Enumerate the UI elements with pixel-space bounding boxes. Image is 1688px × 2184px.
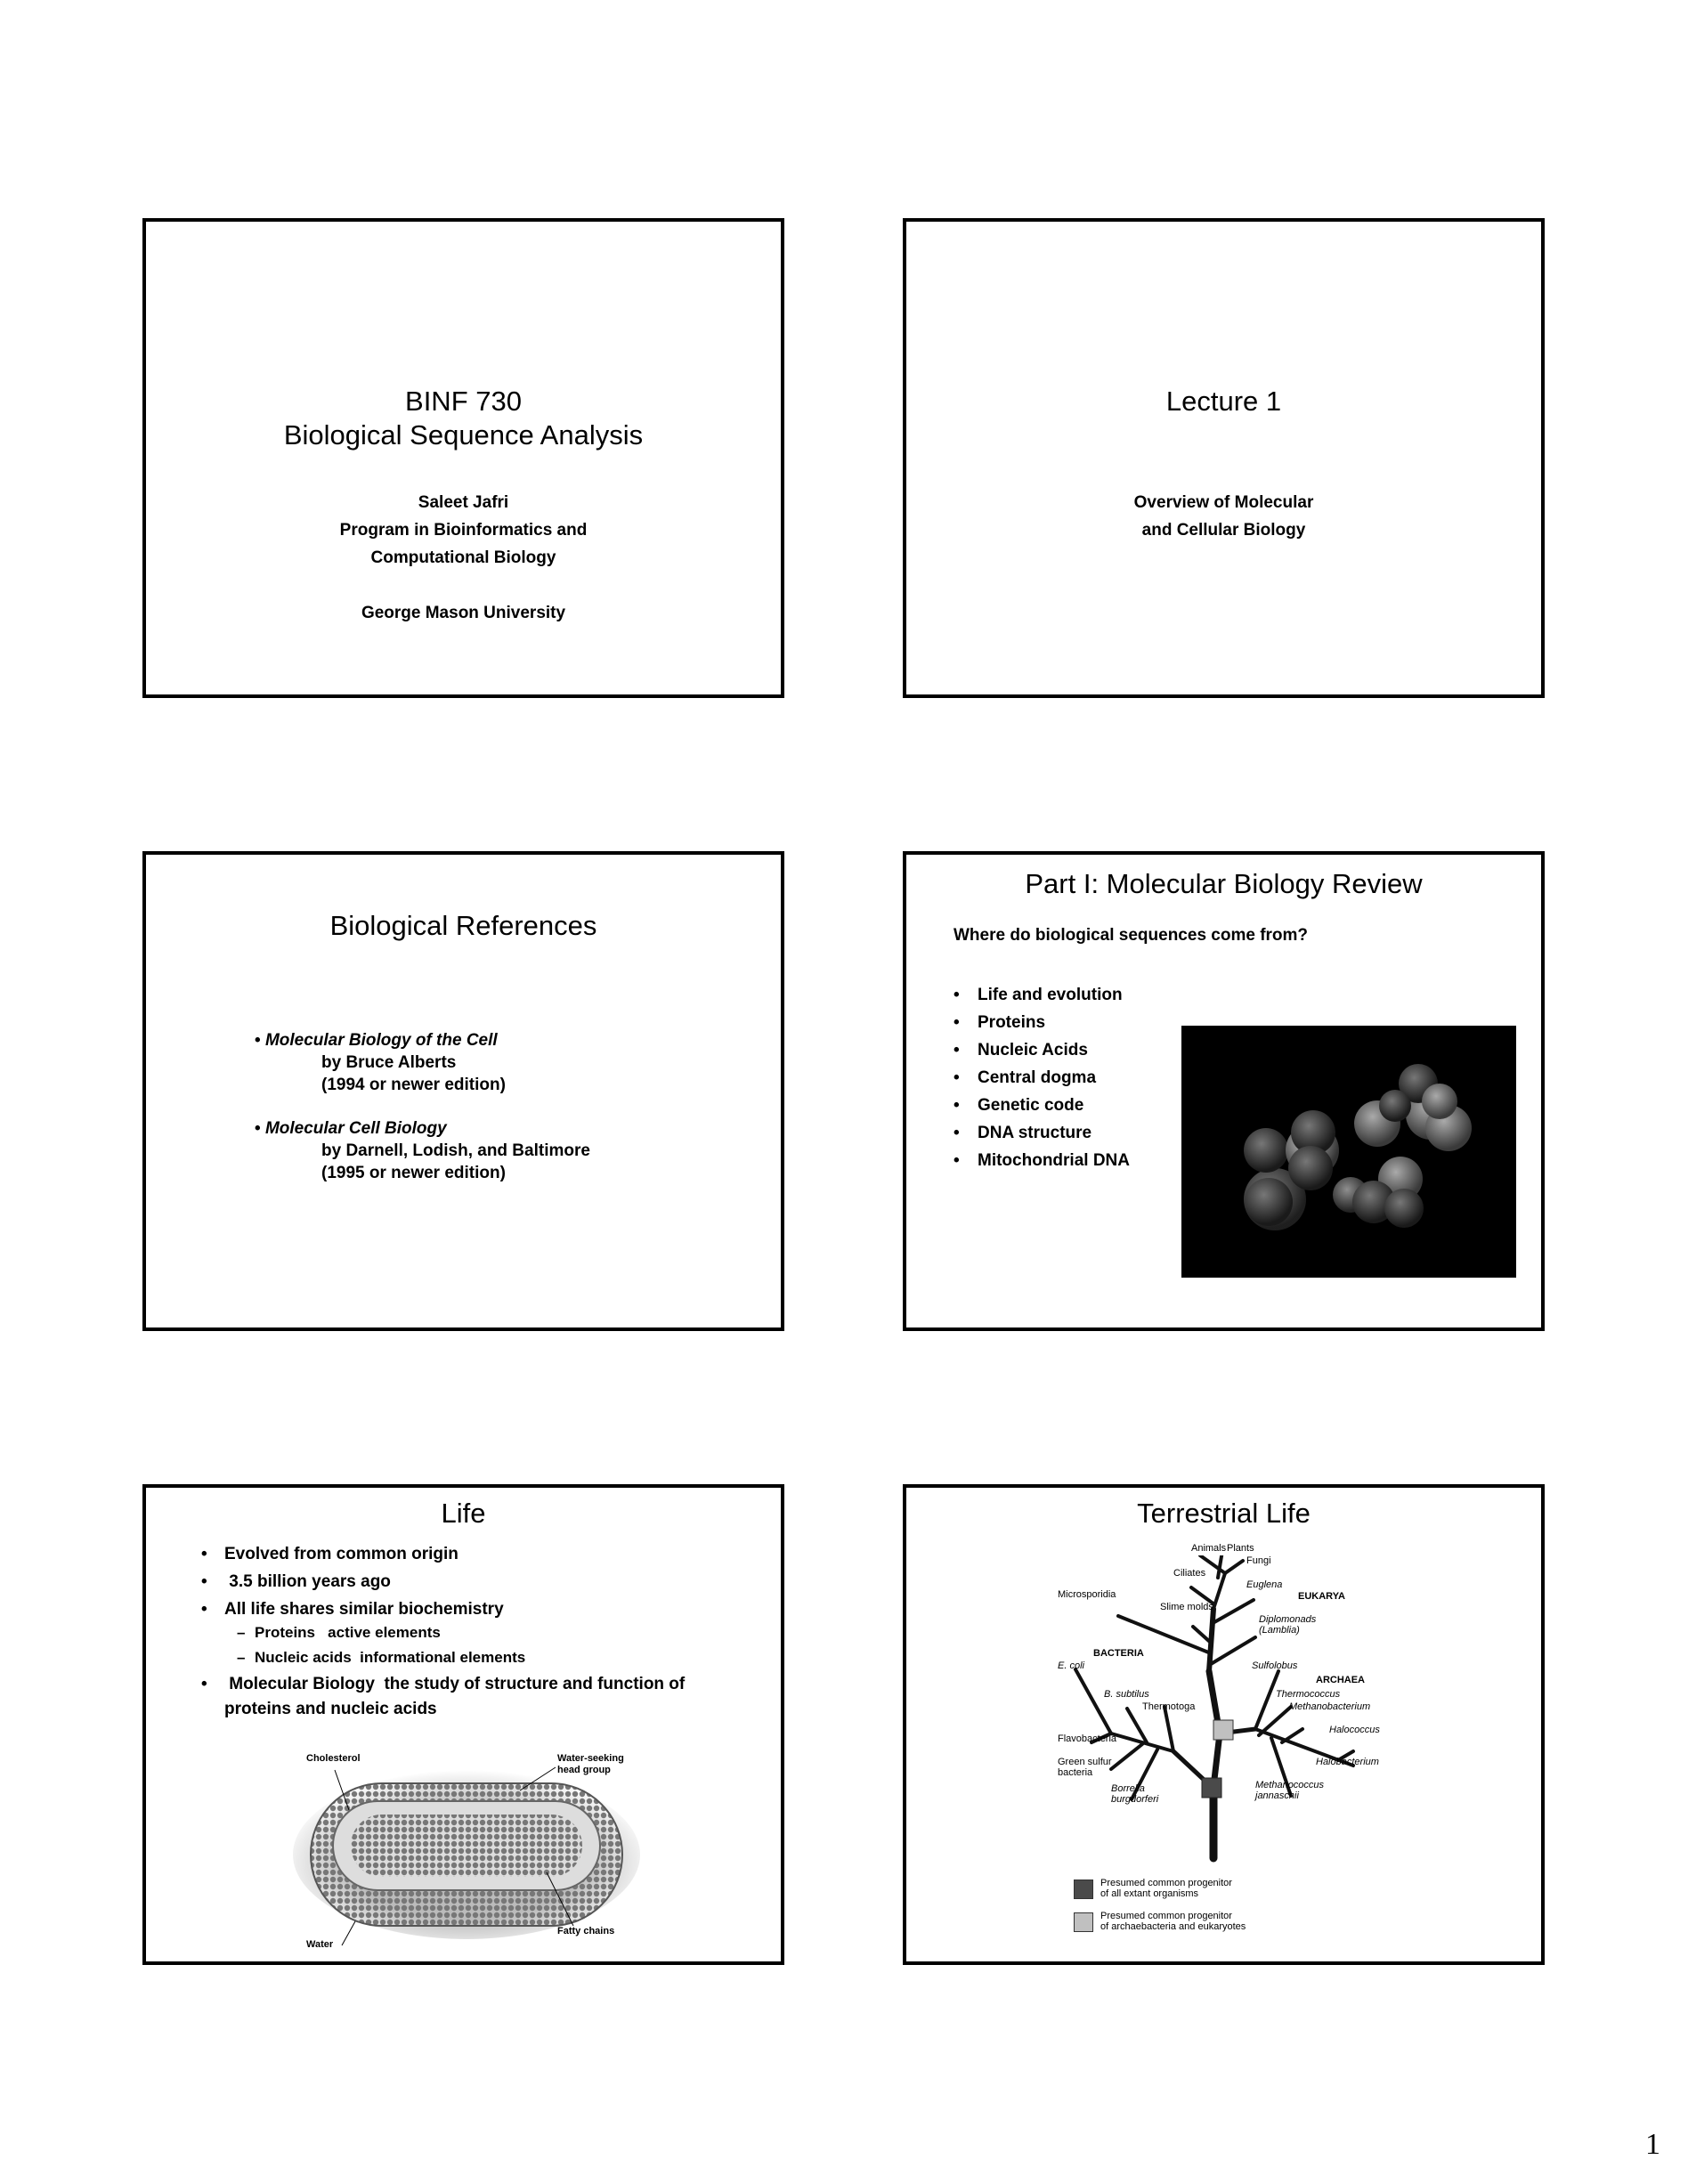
list-item: • DNA structure	[954, 1124, 1092, 1142]
part-one-title: Part I: Molecular Biology Review	[1025, 868, 1423, 899]
book-title: Molecular Cell Biology	[264, 1119, 447, 1138]
legend-text-1a: Presumed common progenitor	[1100, 1878, 1232, 1888]
slide-5-life	[142, 1484, 784, 1965]
label-head-group-1: Water-seeking	[557, 1753, 624, 1764]
label-methanobacterium: Methanobacterium	[1289, 1701, 1371, 1712]
label-flavobacteria: Flavobacteria	[1058, 1733, 1117, 1744]
bullet-list	[201, 1540, 504, 1623]
university-name: George Mason University	[361, 604, 566, 622]
list-item: – Nucleic acids informational elements	[237, 1649, 526, 1666]
label-bsubtilus: B. subtilus	[1104, 1689, 1149, 1700]
lecture-title: Lecture 1	[1165, 386, 1282, 417]
bullet: •	[255, 1031, 261, 1050]
label-cholesterol: Cholesterol	[306, 1753, 361, 1764]
list-item: • Central dogma	[954, 1068, 1097, 1087]
reference-2-edition: (1995 or newer edition)	[321, 1164, 506, 1182]
label-animals: Animals	[1191, 1543, 1227, 1554]
label-lamblia: (Lamblia)	[1259, 1625, 1300, 1636]
label-slime-molds: Slime molds	[1160, 1602, 1213, 1612]
course-code: BINF 730	[405, 386, 522, 417]
slide-1-title	[142, 218, 784, 698]
slide-4-part-one	[903, 851, 1545, 1331]
label-jannaschii: jannaschii	[1255, 1790, 1299, 1801]
list-item: – Proteins active elements	[237, 1624, 441, 1641]
label-diplomonads: Diplomonads	[1259, 1614, 1317, 1625]
label-halococcus: Halococcus	[1329, 1725, 1380, 1735]
reference-2	[255, 1119, 447, 1139]
molecule-icon	[1181, 1026, 1516, 1278]
label-bacteria: BACTERIA	[1093, 1648, 1144, 1659]
life-title: Life	[441, 1498, 486, 1529]
label-green-sulfur: Green sulfur	[1058, 1757, 1112, 1767]
list-item: • Life and evolution	[954, 986, 1123, 1004]
lipid-membrane-figure	[280, 1748, 653, 1953]
book-title: Molecular Biology of the Cell	[264, 1031, 498, 1050]
label-archaea: ARCHAEA	[1316, 1675, 1365, 1685]
list-item: • 3.5 billion years ago	[201, 1572, 391, 1591]
label-thermococcus: Thermococcus	[1276, 1689, 1341, 1700]
reference-1	[255, 1031, 498, 1051]
slide-6-terrestrial-life	[903, 1484, 1545, 1965]
reference-1-author: by Bruce Alberts	[321, 1053, 457, 1072]
author-name: Saleet Jafri	[418, 493, 509, 512]
reference-1-edition: (1994 or newer edition)	[321, 1076, 506, 1094]
lecture-subtitle-2: and Cellular Biology	[1141, 521, 1306, 540]
reference-2-author: by Darnell, Lodish, and Baltimore	[321, 1141, 590, 1160]
label-burgdorferi: burgdorferi	[1111, 1794, 1159, 1805]
phylogenetic-tree	[1058, 1543, 1396, 1867]
list-item: • Genetic code	[954, 1096, 1084, 1115]
sub-bullet-list	[237, 1620, 525, 1670]
program-line-1: Program in Bioinformatics and	[339, 521, 588, 540]
label-plants: Plants	[1227, 1543, 1254, 1554]
label-ciliates: Ciliates	[1173, 1568, 1206, 1579]
list-item: • Nucleic Acids	[954, 1041, 1088, 1060]
legend-text-2b: of archaebacteria and eukaryotes	[1100, 1921, 1246, 1932]
page-number: 1	[1645, 2128, 1660, 2161]
label-methanococcus: Methanococcus	[1255, 1780, 1325, 1790]
legend-text-2a: Presumed common progenitor	[1100, 1911, 1232, 1921]
legend-swatch-all-organisms	[1074, 1880, 1093, 1899]
label-ecoli: E. coli	[1058, 1660, 1084, 1671]
label-green-bacteria: bacteria	[1058, 1767, 1093, 1778]
list-item: • Proteins	[954, 1013, 1046, 1032]
label-microsporidia: Microsporidia	[1058, 1589, 1116, 1600]
course-title: Biological Sequence Analysis	[283, 419, 644, 451]
list-item: • Evolved from common origin	[201, 1545, 459, 1563]
molecular-biology-bullet: • Molecular Biology the study of structure and function of proteins and nucleic acids	[201, 1675, 686, 1718]
label-sulfolobus: Sulfolobus	[1252, 1660, 1298, 1671]
bullet-list	[954, 981, 1130, 1174]
label-water: Water	[306, 1939, 334, 1950]
label-fatty-chains: Fatty chains	[557, 1926, 615, 1936]
program-line-2: Computational Biology	[370, 548, 556, 567]
label-euglena: Euglena	[1246, 1579, 1283, 1590]
references-title: Biological References	[329, 910, 597, 941]
legend-text-1b: of all extant organisms	[1100, 1888, 1199, 1899]
slide-2-lecture	[903, 218, 1545, 698]
list-item: • Mitochondrial DNA	[954, 1151, 1130, 1170]
label-head-group-2: head group	[557, 1765, 611, 1775]
label-thermotoga: Thermotoga	[1142, 1701, 1196, 1712]
lecture-subtitle-1: Overview of Molecular	[1133, 493, 1314, 512]
question-text: Where do biological sequences come from?	[954, 926, 1309, 945]
label-eukarya: EUKARYA	[1298, 1591, 1345, 1602]
terrestrial-title: Terrestrial Life	[1137, 1498, 1311, 1529]
molecule-image	[1181, 1026, 1516, 1278]
label-halobacterium: Halobacterium	[1316, 1757, 1379, 1767]
bullet: •	[255, 1119, 261, 1138]
list-item: • All life shares similar biochemistry	[201, 1600, 504, 1619]
label-fungi: Fungi	[1246, 1555, 1271, 1566]
legend-swatch-archaea-eukaryotes	[1074, 1912, 1093, 1932]
slide-3-references	[142, 851, 784, 1331]
label-borrelia: Borrelia	[1111, 1783, 1145, 1794]
